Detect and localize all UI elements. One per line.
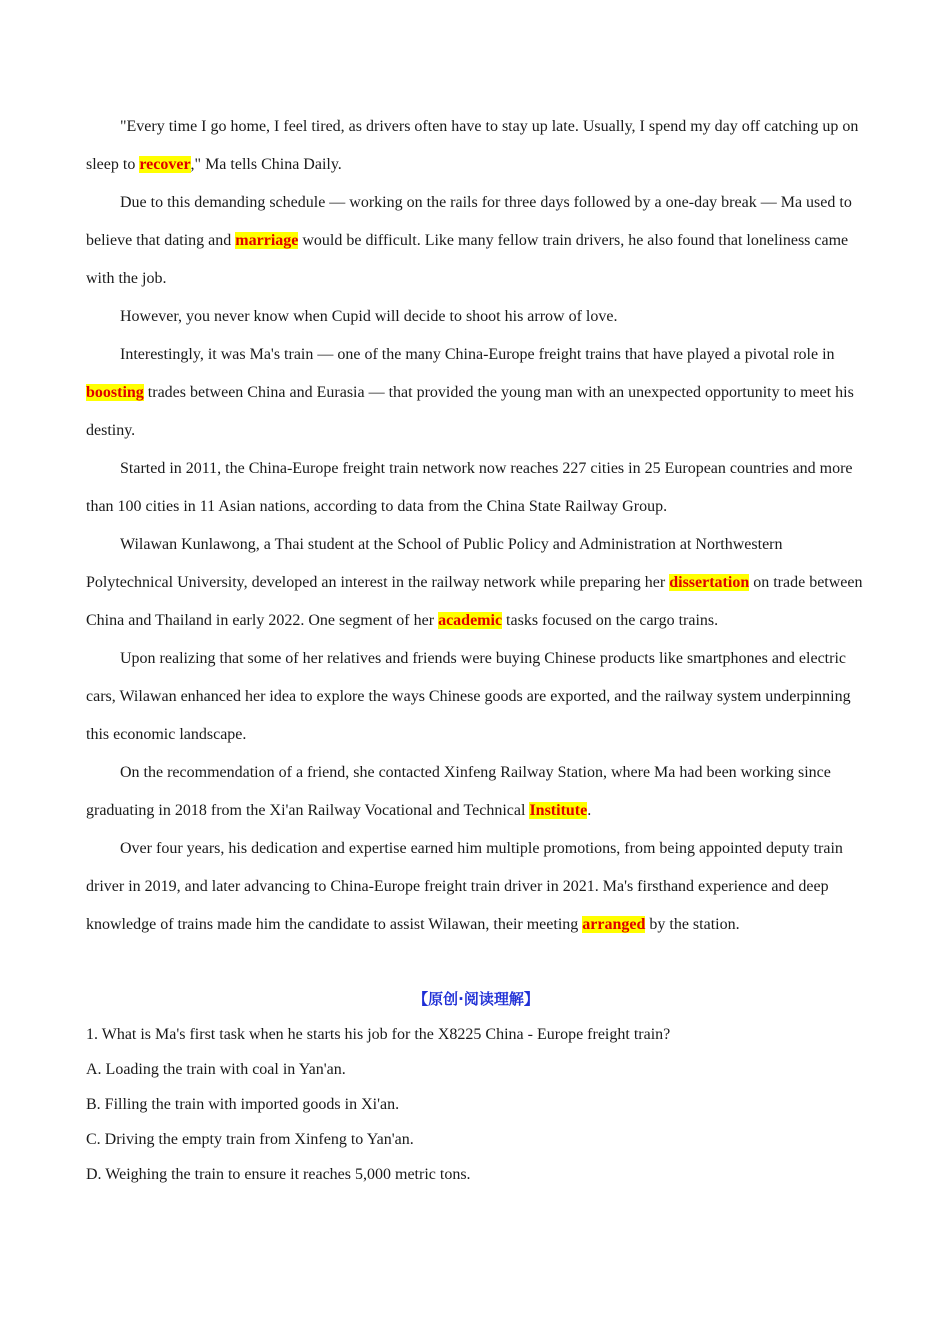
highlighted-vocabulary-word: Institute bbox=[529, 802, 588, 819]
article-paragraph bbox=[86, 830, 866, 944]
article-paragraph bbox=[86, 108, 866, 184]
article-paragraph bbox=[86, 184, 866, 298]
paragraph-text: on trade between China and Thailand in early 2022. One segment of her bbox=[86, 574, 863, 629]
paragraph-text: Over four years, his dedication and expertise earned him multiple promotions, from being appointed deputy train driver in 2019, and later advancing to China-Europe freight train driver in 2021. Ma's firsthand experience and deep knowledge of trains made him the candidate to assist Wilawan, their meeting bbox=[86, 840, 843, 933]
paragraph-text: by the station. bbox=[645, 916, 740, 933]
option-c: C. Driving the empty train from Xinfeng to Yan'an. bbox=[86, 1131, 414, 1148]
article-paragraph bbox=[86, 450, 866, 526]
paragraph-text: Started in 2011, the China-Europe freight train network now reaches 227 cities in 25 European countries and more than 100 cities in 11 Asian nations, according to data from the China State Railway Group. bbox=[86, 460, 853, 515]
paragraph-text: . bbox=[587, 802, 592, 819]
highlighted-vocabulary-word: marriage bbox=[235, 232, 299, 249]
paragraph-text: "Every time I go home, I feel tired, as drivers often have to stay up late. Usually, I spend my day off catching up on sleep to bbox=[86, 118, 859, 173]
option-d: D. Weighing the train to ensure it reaches 5,000 metric tons. bbox=[86, 1166, 471, 1183]
paragraph-text: On the recommendation of a friend, she contacted Xinfeng Railway Station, where Ma had been working since graduating in 2018 from the Xi'an Railway Vocational and Technical bbox=[86, 764, 831, 819]
option-a: A. Loading the train with coal in Yan'an. bbox=[86, 1061, 346, 1078]
paragraph-text: Interestingly, it was Ma's train — one of the many China-Europe freight trains that have played a pivotal role in bbox=[120, 346, 835, 363]
article-paragraph bbox=[86, 336, 866, 450]
article-paragraph bbox=[86, 754, 866, 830]
article-paragraph bbox=[86, 298, 866, 336]
highlighted-vocabulary-word: boosting bbox=[86, 384, 144, 401]
paragraph-text: However, you never know when Cupid will decide to shoot his arrow of love. bbox=[120, 308, 618, 325]
paragraph-text: tasks focused on the cargo trains. bbox=[502, 612, 719, 629]
paragraph-text: would be difficult. Like many fellow train drivers, he also found that loneliness came with the job. bbox=[86, 232, 849, 287]
question-block bbox=[86, 1017, 866, 1192]
article-paragraph bbox=[86, 526, 866, 640]
highlighted-vocabulary-word: academic bbox=[438, 612, 503, 629]
paragraph-text: trades between China and Eurasia — that provided the young man with an unexpected opportunity to meet his destiny. bbox=[86, 384, 854, 439]
question-stem: 1. What is Ma's first task when he starts his job for the X8225 China - Europe freight train? bbox=[86, 1026, 671, 1043]
article-paragraph bbox=[86, 640, 866, 754]
highlighted-vocabulary-word: recover bbox=[139, 156, 191, 173]
section-title: 【原创·阅读理解】 bbox=[413, 990, 539, 1008]
highlighted-vocabulary-word: arranged bbox=[582, 916, 646, 933]
paragraph-text: Wilawan Kunlawong, a Thai student at the School of Public Policy and Administration at Northwestern Polytechnical University, developed an interest in the railway network while preparing her bbox=[86, 536, 783, 591]
document-content bbox=[86, 108, 866, 1192]
article-body bbox=[86, 108, 866, 944]
paragraph-text: Due to this demanding schedule — working on the rails for three days followed by a one-day break — Ma used to believe that dating and bbox=[86, 194, 852, 249]
option-b: B. Filling the train with imported goods in Xi'an. bbox=[86, 1096, 400, 1113]
paragraph-text: Upon realizing that some of her relatives and friends were buying Chinese products like smartphones and electric cars, Wilawan enhanced her idea to explore the ways Chinese goods are exported, and the railway system underpinning this economic landscape. bbox=[86, 650, 851, 743]
highlighted-vocabulary-word: dissertation bbox=[669, 574, 750, 591]
paragraph-text: ," Ma tells China Daily. bbox=[190, 156, 342, 173]
